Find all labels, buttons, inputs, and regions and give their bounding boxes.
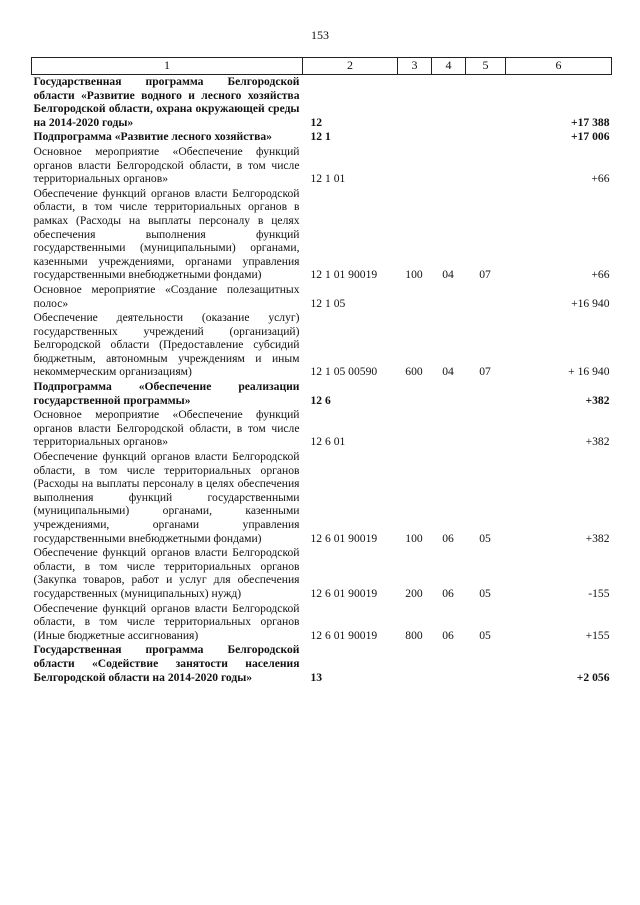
row-vr: [398, 144, 432, 186]
row-name: Государственная программа Белгородской области «Содействие занятости населения Белгородской области на 2014-2020 годы»: [33, 643, 300, 684]
row-code: 12 6 01 90019: [310, 586, 378, 600]
row-amount: +16 940: [571, 296, 610, 310]
row-rz: 06: [442, 531, 454, 545]
row-amount: + 16 940: [568, 365, 610, 379]
column-header: 3: [398, 58, 432, 75]
row-vr: [398, 407, 432, 449]
column-header: 2: [303, 58, 398, 75]
row-amount: +66: [591, 172, 610, 186]
row-rz: 06: [442, 628, 454, 642]
row-name: Обеспечение функций органов власти Белгородской области, в том числе территориальных органов в рамках (Расходы на выплаты персоналу в целях обеспечения выполнения функций государственными (муниципальными) органами, казенными учреждениями, органами управления государственными внебюджетными фондами): [33, 186, 300, 282]
column-header: 6: [506, 58, 612, 75]
row-vr: [398, 75, 432, 130]
row-name: Основное мероприятие «Обеспечение функций органов власти Белгородской области, в том числе территориальных органов»: [33, 144, 300, 186]
row-rz: [432, 282, 466, 310]
row-amount: +382: [585, 435, 610, 449]
row-pr: [466, 75, 506, 130]
row-code: 12 6 01 90019: [310, 531, 378, 545]
row-vr: [398, 129, 432, 144]
row-pr: 05: [479, 628, 491, 642]
row-amount: +155: [585, 628, 610, 642]
row-code: 12: [310, 115, 323, 129]
row-name: Основное мероприятие «Создание полезащитных полос»: [33, 282, 300, 310]
row-amount: -155: [588, 586, 610, 600]
row-rz: 06: [442, 586, 454, 600]
table-header-row: [32, 58, 612, 75]
row-code: 12 1 05: [310, 296, 346, 310]
row-amount: +382: [585, 531, 610, 545]
row-pr: 05: [479, 586, 491, 600]
row-pr: 07: [479, 268, 491, 282]
row-code: 12 1: [310, 130, 331, 144]
row-vr: 600: [405, 365, 423, 379]
row-vr: 800: [405, 628, 423, 642]
row-name: Подпрограмма «Развитие лесного хозяйства»: [33, 130, 272, 144]
table-row: [32, 601, 612, 643]
row-pr: [466, 129, 506, 144]
column-header: 5: [466, 58, 506, 75]
row-code: 12 1 05 00590: [310, 365, 378, 379]
table-row: [32, 129, 612, 144]
row-rz: 04: [442, 268, 454, 282]
row-rz: [432, 75, 466, 130]
table-row: [32, 186, 612, 282]
row-pr: [466, 379, 506, 407]
row-rz: [432, 129, 466, 144]
row-vr: 200: [405, 586, 423, 600]
row-amount: +2 056: [576, 670, 610, 684]
table-row: [32, 379, 612, 407]
row-vr: [398, 282, 432, 310]
page-number: 153: [311, 28, 329, 42]
table-row: [32, 310, 612, 379]
budget-table: [31, 57, 612, 684]
row-pr: 05: [479, 531, 491, 545]
row-code: 13: [310, 670, 323, 684]
row-name: Обеспечение функций органов власти Белгородской области, в том числе территориальных органов (Расходы на выплаты персоналу в целях обеспечения выполнения функций государственными (муниципальными) органами, казенными учреждениями, органами управления государственными внебюджетными фондами): [33, 450, 300, 545]
row-rz: [432, 144, 466, 186]
row-pr: [466, 144, 506, 186]
row-name: Обеспечение деятельности (оказание услуг) государственных учреждений (организаций) Белгородской области (Предоставление субсидий бюджетным, автономным учреждениям и иным некоммерческим организациям): [33, 311, 300, 379]
table-row: [32, 144, 612, 186]
row-code: 12 6: [310, 393, 331, 407]
table-row: [32, 282, 612, 310]
row-rz: [432, 407, 466, 449]
table-row: [32, 545, 612, 600]
row-rz: [432, 642, 466, 684]
row-amount: +382: [585, 393, 610, 407]
table-row: [32, 75, 612, 130]
row-pr: [466, 642, 506, 684]
row-pr: [466, 407, 506, 449]
table-row: [32, 449, 612, 545]
row-name: Обеспечение функций органов власти Белгородской области, в том числе территориальных органов (Закупка товаров, работ и услуг для обеспечения государственных (муниципальных) нужд): [33, 546, 300, 600]
row-amount: +17 006: [571, 130, 610, 144]
row-rz: [432, 379, 466, 407]
row-code: 12 1 01: [310, 172, 346, 186]
row-pr: 07: [479, 365, 491, 379]
row-name: Обеспечение функций органов власти Белгородской области, в том числе территориальных органов (Иные бюджетные ассигнования): [33, 601, 300, 642]
row-vr: 100: [405, 531, 423, 545]
row-name: Государственная программа Белгородской области «Развитие водного и лесного хозяйства Белгородской области, охрана окружающей среды на 2014-2020 годы»: [33, 75, 300, 129]
column-header: 4: [432, 58, 466, 75]
table-body: [32, 75, 612, 685]
table-row: [32, 642, 612, 684]
column-header: 1: [32, 58, 303, 75]
row-vr: 100: [405, 268, 423, 282]
row-amount: +66: [591, 268, 610, 282]
row-code: 12 6 01: [310, 435, 346, 449]
row-code: 12 6 01 90019: [310, 628, 378, 642]
row-name: Подпрограмма «Обеспечение реализации государственной программы»: [33, 380, 300, 407]
table-row: [32, 407, 612, 449]
row-vr: [398, 379, 432, 407]
row-rz: 04: [442, 365, 454, 379]
row-amount: +17 388: [571, 115, 610, 129]
row-pr: [466, 282, 506, 310]
row-code: 12 1 01 90019: [310, 268, 378, 282]
row-name: Основное мероприятие «Обеспечение функций органов власти Белгородской области, в том числе территориальных органов»: [33, 408, 300, 449]
row-vr: [398, 642, 432, 684]
